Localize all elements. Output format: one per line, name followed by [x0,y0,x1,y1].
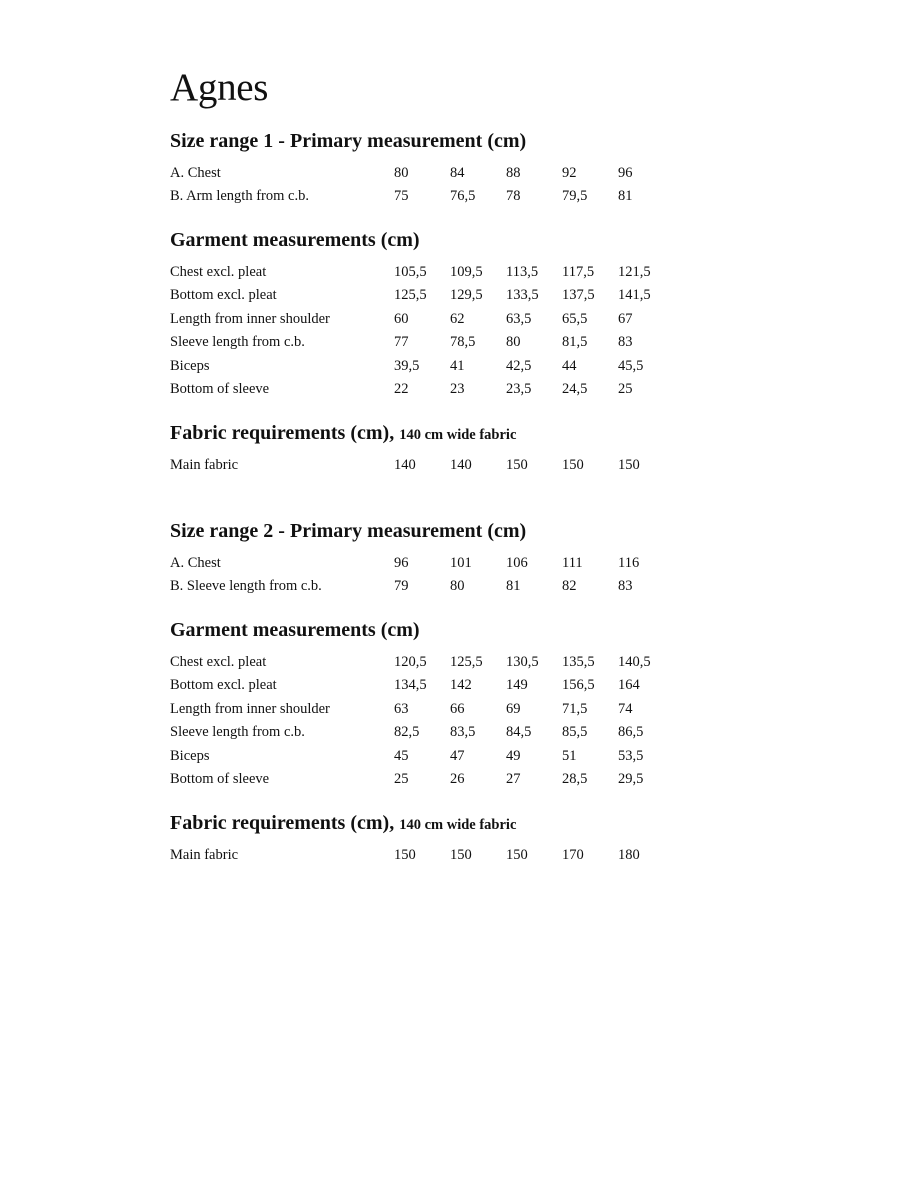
table-cell: 47 [450,747,465,764]
table-cell: 81,5 [562,334,588,351]
row-label: B. Sleeve length from c.b. [170,578,322,595]
table-cell: 60 [394,310,409,327]
table-cell: 129,5 [450,287,483,304]
table-cell: 66 [450,700,465,717]
measurement-table [170,552,674,599]
row-label: Length from inner shoulder [170,310,330,327]
page-title: Agnes [170,66,269,109]
row-label: Main fabric [170,847,239,863]
table-cell: 80 [450,578,465,595]
table-row [170,284,674,307]
row-label: Bottom excl. pleat [170,287,277,304]
table-cell: 83 [618,578,633,595]
table-row [170,261,674,284]
table-cell: 63,5 [506,310,532,327]
table-cell: 117,5 [562,264,595,280]
table-cell: 85,5 [562,724,588,741]
row-label: Biceps [170,357,210,374]
table-row [170,331,674,354]
table-cell: 69 [506,700,521,717]
table-cell: 88 [506,165,521,181]
section-heading [170,810,870,836]
section-heading: Size range 2 - Primary measurement (cm) [170,520,527,542]
table-cell: 134,5 [394,677,427,694]
section-heading: Size range 1 - Primary measurement (cm) [170,130,527,152]
table-cell: 81 [618,188,633,205]
table-row [170,454,674,477]
table-row [170,185,674,208]
table-cell: 27 [506,771,521,788]
table-cell: 156,5 [562,677,595,694]
fabric-requirements-section-1 [170,420,870,477]
section-heading: Garment measurements (cm) [170,619,420,641]
table-cell: 105,5 [394,264,427,280]
table-cell: 74 [618,700,633,717]
table-cell: 109,5 [450,264,483,280]
row-label: Bottom of sleeve [170,381,270,398]
table-cell: 135,5 [562,654,595,670]
table-cell: 92 [562,165,577,181]
table-cell: 82,5 [394,724,420,741]
table-cell: 130,5 [506,654,539,670]
table-row [170,745,674,768]
table-cell: 150 [618,457,640,473]
table-cell: 75 [394,188,409,205]
table-cell: 77 [394,334,409,351]
row-label: Bottom of sleeve [170,771,270,788]
table-cell: 137,5 [562,287,595,304]
heading-subtitle: 140 cm wide fabric [399,427,517,443]
table-cell: 45,5 [618,357,644,374]
measurement-table [170,844,674,867]
measurement-table [170,651,674,791]
table-cell: 96 [394,555,409,571]
table-cell: 41 [450,357,465,374]
table-cell: 84 [450,165,465,181]
row-label: Biceps [170,747,210,764]
table-cell: 23,5 [506,381,532,398]
table-cell: 51 [562,747,577,764]
table-row [170,768,674,791]
table-row [170,308,674,331]
measurement-table [170,261,674,401]
table-cell: 78 [506,188,521,205]
table-row [170,674,674,697]
table-cell: 84,5 [506,724,532,741]
table-row [170,355,674,378]
section-heading [170,420,870,446]
table-cell: 29,5 [618,771,644,788]
row-label: Chest excl. pleat [170,264,267,280]
table-cell: 150 [506,847,528,863]
table-cell: 170 [562,847,584,863]
table-row [170,651,674,674]
table-cell: 24,5 [562,381,588,398]
table-cell: 150 [394,847,416,863]
row-label: Chest excl. pleat [170,654,267,670]
table-cell: 22 [394,381,409,398]
table-cell: 39,5 [394,357,420,374]
table-cell: 111 [562,555,583,571]
table-cell: 67 [618,310,633,327]
table-cell: 142 [450,677,472,694]
row-label: Main fabric [170,457,239,473]
table-cell: 82 [562,578,577,595]
row-label: Length from inner shoulder [170,700,330,717]
section-heading: Garment measurements (cm) [170,229,420,251]
heading-main: Fabric requirements (cm), [170,422,395,444]
table-cell: 106 [506,555,528,571]
table-cell: 116 [618,555,640,571]
table-cell: 81 [506,578,521,595]
heading-main: Fabric requirements (cm), [170,812,395,834]
table-cell: 28,5 [562,771,588,788]
table-row [170,844,674,867]
table-cell: 65,5 [562,310,588,327]
table-cell: 150 [506,457,528,473]
row-label: B. Arm length from c.b. [170,188,309,205]
table-cell: 42,5 [506,357,532,374]
table-cell: 53,5 [618,747,644,764]
table-cell: 25 [394,771,409,788]
row-label: Sleeve length from c.b. [170,724,305,741]
row-label: A. Chest [170,165,221,181]
table-cell: 86,5 [618,724,644,741]
table-cell: 76,5 [450,188,476,205]
table-cell: 113,5 [506,264,539,280]
fabric-requirements-section-2 [170,810,870,867]
row-label: Bottom excl. pleat [170,677,277,694]
garment-measurements-section-1 [170,227,870,401]
table-row [170,721,674,744]
table-cell: 150 [562,457,584,473]
table-cell: 45 [394,747,409,764]
table-cell: 140 [394,457,416,473]
measurement-table [170,162,674,209]
table-row [170,575,674,598]
table-cell: 79,5 [562,188,588,205]
heading-subtitle: 140 cm wide fabric [399,817,517,833]
table-cell: 96 [618,165,633,181]
table-cell: 149 [506,677,528,694]
table-cell: 79 [394,578,409,595]
size-range-1-primary-section [170,128,870,209]
table-cell: 44 [562,357,577,374]
table-cell: 71,5 [562,700,588,717]
size-range-2-primary-section [170,518,870,599]
table-cell: 23 [450,381,465,398]
table-cell: 80 [506,334,521,351]
table-cell: 141,5 [618,287,651,304]
table-cell: 63 [394,700,409,717]
table-cell: 164 [618,677,640,694]
table-row [170,378,674,401]
table-row [170,698,674,721]
table-cell: 140,5 [618,654,651,670]
table-cell: 140 [450,457,472,473]
table-cell: 78,5 [450,334,476,351]
table-cell: 26 [450,771,465,788]
table-cell: 133,5 [506,287,539,304]
table-cell: 125,5 [394,287,427,304]
table-cell: 62 [450,310,465,327]
table-cell: 101 [450,555,472,571]
table-cell: 125,5 [450,654,483,670]
table-cell: 25 [618,381,633,398]
table-cell: 180 [618,847,640,863]
table-cell: 83 [618,334,633,351]
row-label: Sleeve length from c.b. [170,334,305,351]
table-cell: 121,5 [618,264,651,280]
table-cell: 83,5 [450,724,476,741]
row-label: A. Chest [170,555,221,571]
table-cell: 120,5 [394,654,427,670]
table-cell: 80 [394,165,409,181]
measurement-table [170,454,674,477]
table-cell: 150 [450,847,472,863]
table-row [170,552,674,575]
table-cell: 49 [506,747,521,764]
table-row [170,162,674,185]
garment-measurements-section-2 [170,617,870,791]
